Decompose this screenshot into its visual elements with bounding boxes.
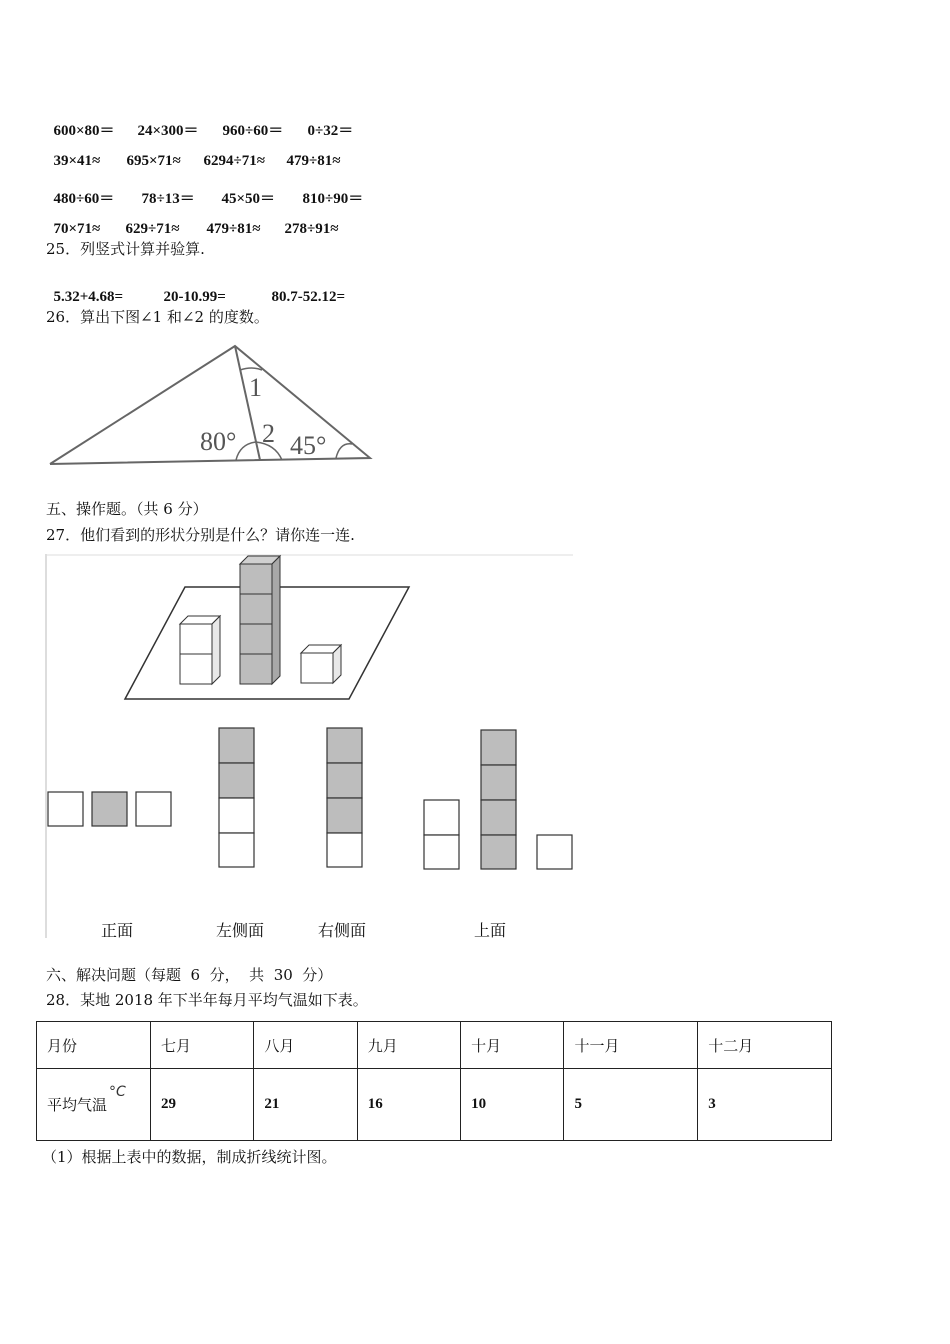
cube-views-figure <box>45 554 575 938</box>
table-cell: 七月 <box>151 1022 254 1069</box>
calc-row-1: 600×80＝ 24×300＝ 960÷60＝ 0÷32＝ <box>53 123 354 139</box>
table-cell: 5 <box>564 1069 698 1141</box>
angle-80-arc <box>236 442 256 460</box>
view-label-front: 正面 <box>101 921 134 940</box>
table-row <box>37 1069 832 1141</box>
calc-row-3: 480÷60＝ 78÷13＝ 45×50＝ 810÷90＝ <box>53 191 364 207</box>
view-label-left: 左侧面 <box>216 921 265 940</box>
table-cell: 10 <box>461 1069 564 1141</box>
row-label-cell: 平均气温°C <box>37 1069 151 1141</box>
table-cell: 十二月 <box>698 1022 832 1069</box>
q25-title: 25．列竖式计算并验算. <box>46 240 205 258</box>
table-cell: 月份 <box>37 1022 151 1069</box>
table-cell: 十月 <box>461 1022 564 1069</box>
right-cube <box>301 645 341 683</box>
section5-title: 五、操作题。（共 6 分） <box>46 500 208 518</box>
view-label-top: 上面 <box>474 921 507 940</box>
q28-sub1: （1）根据上表中的数据，制成折线统计图。 <box>42 1148 337 1166</box>
table-cell: 21 <box>254 1069 357 1141</box>
table-cell: 九月 <box>357 1022 460 1069</box>
front-view <box>48 792 171 826</box>
view-label-right: 右侧面 <box>318 921 367 940</box>
q28-title: 28．某地 2018 年下半年每月平均气温如下表。 <box>46 991 368 1009</box>
left-side-view <box>219 728 254 867</box>
middle-cube-stack <box>240 556 280 684</box>
left-cube-stack <box>180 616 220 684</box>
angle1-arc <box>240 368 262 370</box>
angle-80-label: 80° <box>200 427 237 456</box>
angle1-label: 1 <box>249 373 262 402</box>
triangle-figure <box>40 340 380 470</box>
temperature-table <box>36 1021 832 1141</box>
table-cell: 八月 <box>254 1022 357 1069</box>
q26-title: 26．算出下图∠1 和∠2 的度数。 <box>46 308 269 326</box>
top-view <box>424 730 572 869</box>
section6-title: 六、解决问题（每题 6 分， 共 30 分） <box>46 966 333 984</box>
angle-45-label: 45° <box>290 431 327 460</box>
table-cell: 16 <box>357 1069 460 1141</box>
calc-row-2: 39×41≈ 695×71≈ 6294÷71≈ 479÷81≈ <box>53 153 341 169</box>
table-cell: 29 <box>151 1069 254 1141</box>
calc-row-4: 70×71≈ 629÷71≈ 479÷81≈ 278÷91≈ <box>53 221 339 237</box>
table-cell: 3 <box>698 1069 832 1141</box>
q25-items: 5.32+4.68= 20-10.99= 80.7-52.12= <box>53 289 346 305</box>
unit-label: °C <box>109 1084 126 1100</box>
angle2-label: 2 <box>262 419 275 448</box>
table-cell: 十一月 <box>564 1022 698 1069</box>
q27-title: 27．他们看到的形状分别是什么？请你连一连. <box>46 526 355 544</box>
table-header-row <box>37 1022 832 1069</box>
angle-45-arc <box>336 444 352 458</box>
right-side-view <box>327 728 362 867</box>
